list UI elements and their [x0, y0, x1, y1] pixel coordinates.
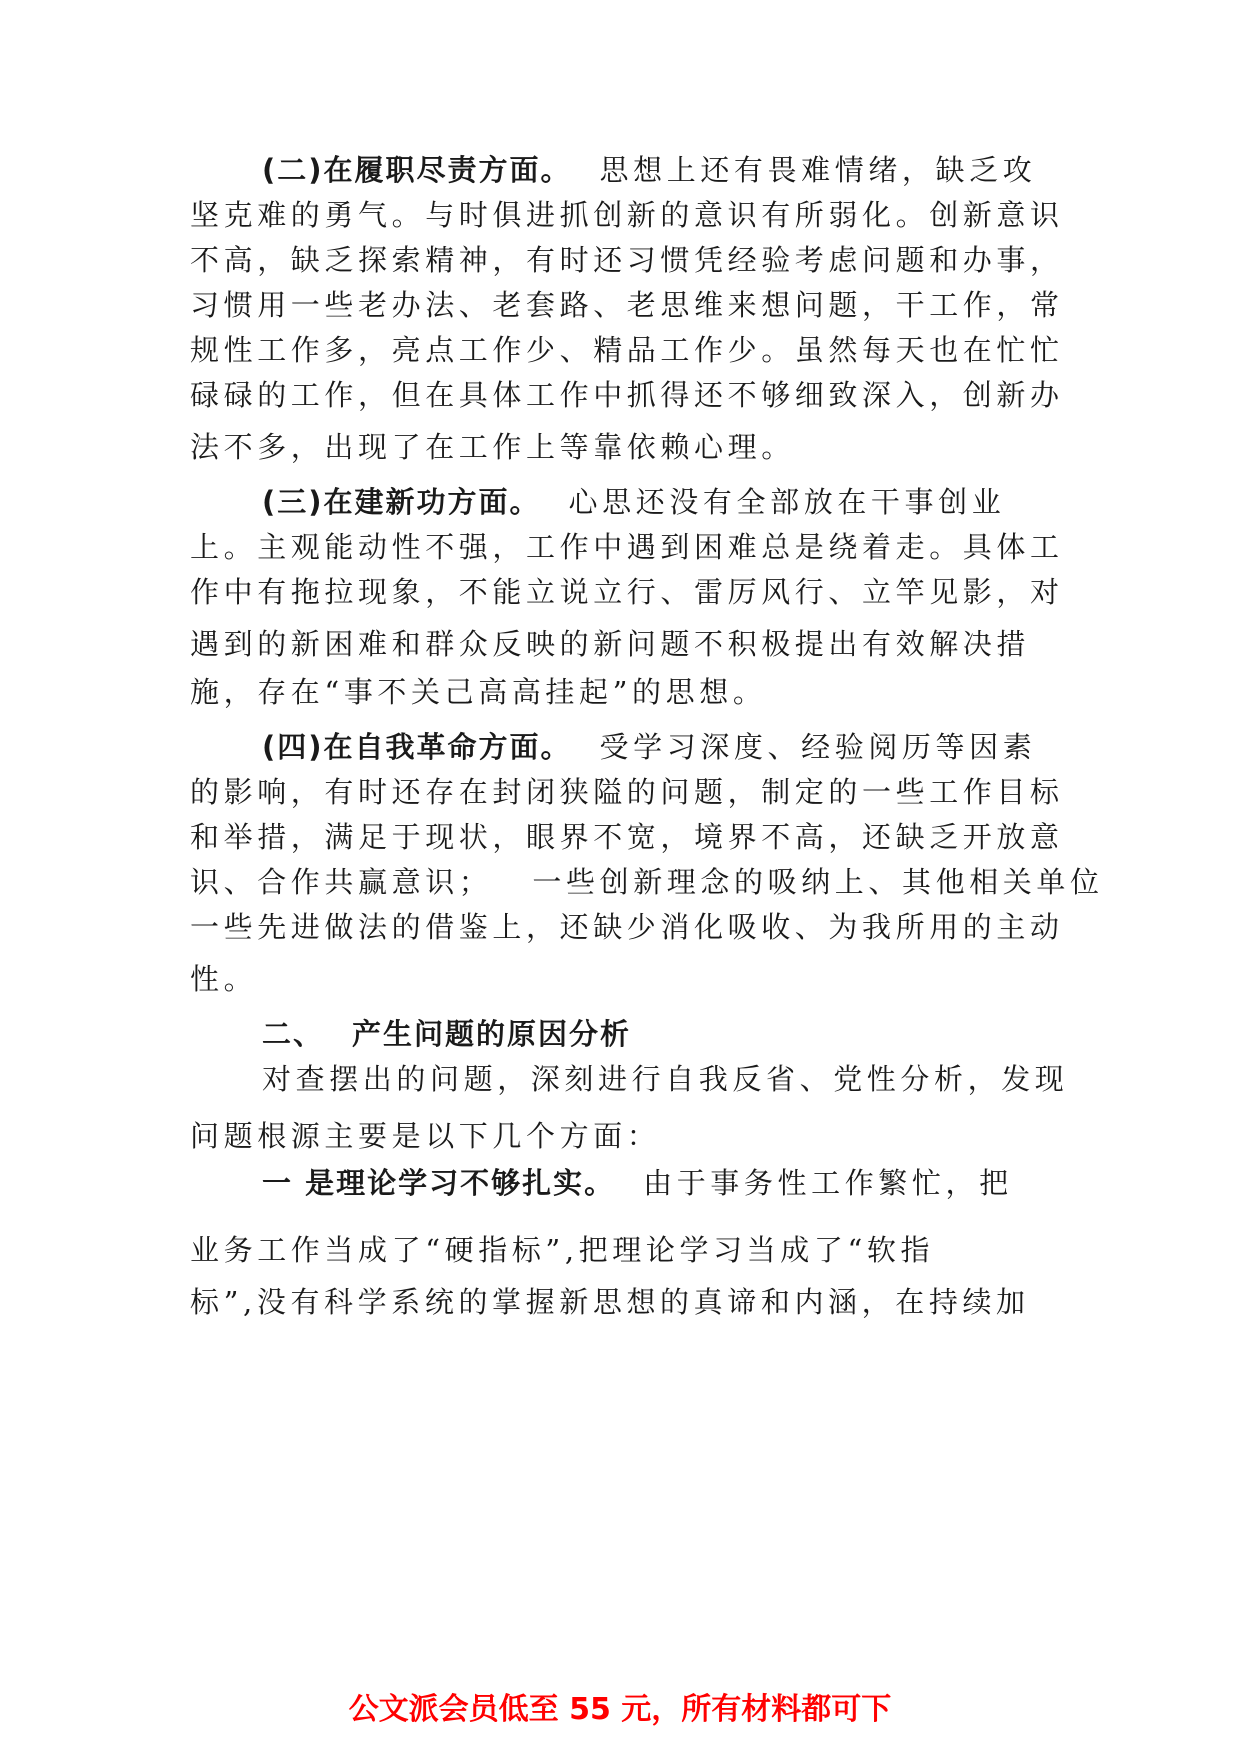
paragraph-line: 习惯用一些老办法、老套路、老思维来想问题，干工作，常: [190, 288, 1064, 322]
section-2-heading: (二)在履职尽责方面。: [262, 153, 572, 187]
section-2-first-line: [262, 150, 1052, 190]
paragraph-line: 业务工作当成了“硬指标”,把理论学习当成了“软指: [190, 1233, 935, 1267]
paragraph-line: [190, 862, 1104, 902]
paragraph-line: 心思还没有全部放在干事创业: [568, 485, 1006, 519]
paragraph-line: 一些先进做法的借鉴上，还缺少消化吸收、为我所用的主动: [190, 910, 1064, 944]
paragraph-line: 遇到的新困难和群众反映的新问题不积极提出有效解决措: [190, 627, 1031, 661]
paragraph-line: 思想上还有畏难情绪，缺乏攻: [599, 153, 1037, 187]
paragraph-line: 施，存在“事不关己高高挂起”的思想。: [190, 675, 767, 709]
section-4-first-line: [262, 727, 1052, 767]
footer-promo-text: 公文派会员低至 55 元，所有材料都可下: [348, 1692, 892, 1727]
paragraph-segment: 识、合作共赢意识；: [190, 865, 493, 899]
section-4-heading: (四)在自我革命方面。: [262, 730, 572, 764]
paragraph-line: 性。: [190, 962, 258, 996]
paragraph-line: 由于事务性工作繁忙，把: [643, 1166, 1013, 1200]
paragraph-line: 不高，缺乏探索精神，有时还习惯凭经验考虑问题和办事，: [190, 243, 1064, 277]
section-3-first-line: [262, 482, 1052, 522]
paragraph-line: 法不多，出现了在工作上等靠依赖心理。: [190, 430, 795, 464]
part-2-title: 产生问题的原因分析: [352, 1017, 632, 1051]
paragraph-line: 和举措，满足于现状，眼界不宽，境界不高，还缺乏开放意: [190, 820, 1064, 854]
paragraph-line: 作中有拖拉现象，不能立说立行、雷厉风行、立竿见影，对: [190, 575, 1064, 609]
point-1-heading: 一 是理论学习不够扎实。: [262, 1166, 616, 1200]
paragraph-line: 碌碌的工作，但在具体工作中抓得还不够细致深入，创新办: [190, 378, 1064, 412]
part-2-heading: [262, 1014, 1052, 1054]
section-3-heading: (三)在建新功方面。: [262, 485, 541, 519]
paragraph-line: 问题根源主要是以下几个方面：: [190, 1119, 661, 1153]
paragraph-line: 受学习深度、经验阅历等因素: [599, 730, 1037, 764]
paragraph-line: 标”,没有科学系统的掌握新思想的真谛和内涵，在持续加: [190, 1285, 1030, 1319]
paragraph-line: 坚克难的勇气。与时俱进抓创新的意识有所弱化。创新意识: [190, 198, 1064, 232]
paragraph-segment: 一些创新理念的吸纳上、其他相关单位: [532, 865, 1104, 899]
paragraph-line: 的影响，有时还存在封闭狭隘的问题，制定的一些工作目标: [190, 775, 1064, 809]
paragraph-line: 规性工作多，亮点工作少、精品工作少。虽然每天也在忙忙: [190, 333, 1064, 367]
part-2-number: 二、: [262, 1017, 325, 1051]
paragraph-line: 对查摆出的问题，深刻进行自我反省、党性分析，发现: [262, 1062, 1069, 1096]
part-2-point-1-first-line: [262, 1163, 1052, 1203]
paragraph-line: 上。主观能动性不强，工作中遇到困难总是绕着走。具体工: [190, 530, 1064, 564]
